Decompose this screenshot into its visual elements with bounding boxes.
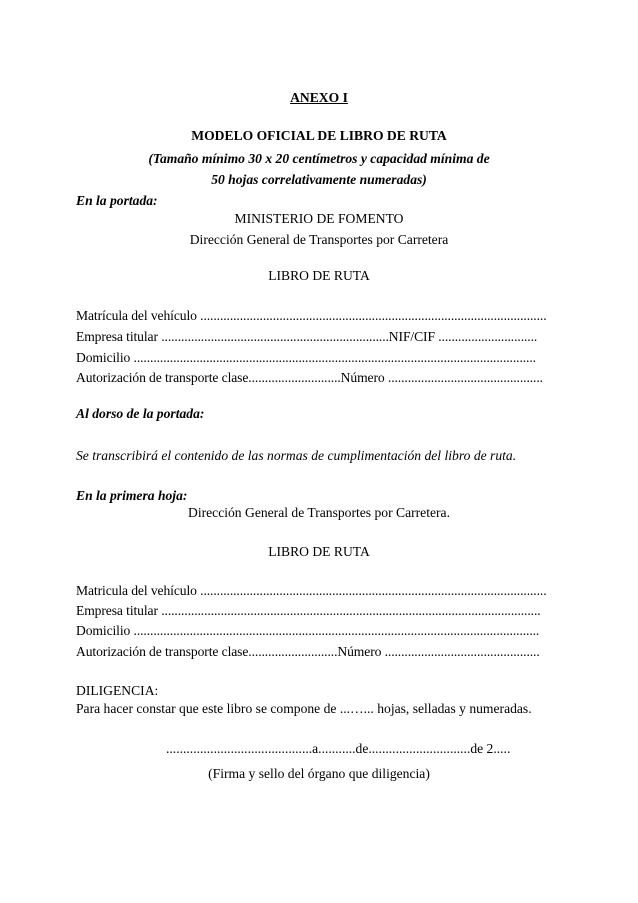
- first-page-field-plate: Matricula del vehículo .........................................................................................................: [76, 583, 547, 598]
- first-page-heading: En la primera hoja:: [76, 488, 188, 503]
- size-note-line2: 50 hojas correlativamente numeradas): [211, 172, 427, 187]
- cover-ministry: MINISTERIO DE FOMENTO: [234, 211, 404, 226]
- back-cover-heading: Al dorso de la portada:: [76, 406, 205, 421]
- first-page-book-title: LIBRO DE RUTA: [268, 544, 370, 559]
- annex-title: ANEXO I: [290, 90, 348, 105]
- cover-field-address: Domicilio ..........................................................................................................................: [76, 350, 536, 365]
- cover-field-authorization: Autorización de transporte clase............................Número ...............................................: [76, 370, 543, 385]
- diligence-signature: (Firma y sello del órgano que diligencia): [208, 766, 430, 781]
- back-cover-text: Se transcribirá el contenido de las normas de cumplimentación del libro de ruta.: [76, 448, 517, 463]
- first-page-field-company: Empresa titular ...................................................................................................................: [76, 603, 541, 618]
- cover-field-company: Empresa titular .....................................................................NIF/CIF ..............................: [76, 329, 538, 344]
- model-title: MODELO OFICIAL DE LIBRO DE RUTA: [191, 128, 447, 143]
- first-page-directorate: Dirección General de Transportes por Carretera.: [188, 505, 450, 520]
- cover-directorate: Dirección General de Transportes por Carretera: [189, 232, 449, 247]
- cover-field-plate: Matrícula del vehículo .........................................................................................................: [76, 308, 547, 323]
- diligence-text: Para hacer constar que este libro se compone de ...…... hojas, selladas y numeradas.: [76, 701, 532, 716]
- diligence-heading: DILIGENCIA:: [76, 683, 159, 698]
- cover-book-title: LIBRO DE RUTA: [268, 268, 370, 283]
- cover-heading: En la portada:: [76, 193, 158, 208]
- diligence-date-line: ...........................................a...........de..............................de 2.....: [166, 741, 511, 756]
- size-note-line1: (Tamaño mínimo 30 x 20 centímetros y capacidad mínima de: [148, 151, 490, 166]
- first-page-field-address: Domicilio ...........................................................................................................................: [76, 623, 540, 638]
- first-page-field-authorization: Autorización de transporte clase...........................Número ...............................................: [76, 644, 540, 659]
